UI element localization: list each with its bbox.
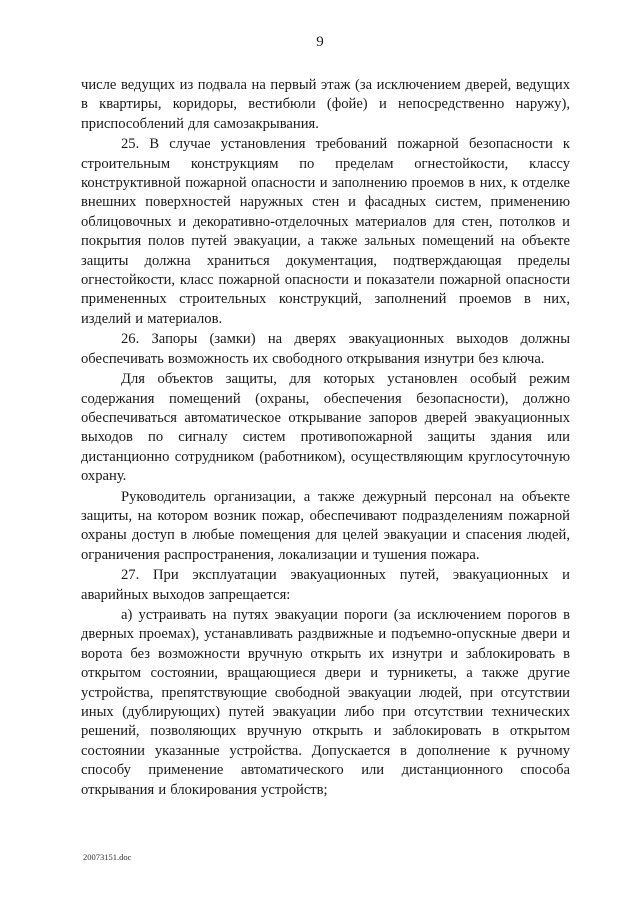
document-body <box>81 76 570 801</box>
paragraph-manager-duty: Руководитель организации, а также дежурный персонал на объекте защиты, на котором возник пожар, обеспечивают подразделениям пожарной охраны доступ в любые помещения для целей эвакуации и спасения людей, ограничения распространения, локализации и тушения пожара. <box>81 488 570 563</box>
footer-filename: 20073151.doc <box>83 852 132 862</box>
paragraph-item-25: 25. В случае установления требований пожарной безопасности к строительным конструкциям по пределам огнестойкости, классу конструктивной пожарной опасности и заполнению проемов в них, к отделке внешних поверхностей наружных стен и фасадных систем, применению облицовочных и декоративно-отделочных материалов для стен, потолков и покрытия полов путей эвакуации, а также зальных помещений на объекте защиты должна храниться документация, подтверждающая пределы огнестойкости, класс пожарной опасности и показатели пожарной опасности примененных строительных конструкций, заполнений проемов в них, изделий и материалов. <box>81 136 570 327</box>
paragraph-item-27a: а) устраивать на путях эвакуации пороги (за исключением порогов в дверных проемах), устанавливать раздвижные и подъемно-опускные двери и ворота без возможности вручную открыть их изнутри и заблокировать в открытом состоянии, вращающиеся двери и турникеты, а также другие устройства, препятствующие свободной эвакуации людей, при отсутствии иных (дублирующих) путей эвакуации либо при отсутствии технических решений, позволяющих вручную открыть и заблокировать в открытом состоянии указанные устройства. Допускается в дополнение к ручному способу применение автоматического или дистанционного способа открывания и блокирования устройств; <box>81 606 570 798</box>
paragraph-item-26: 26. Запоры (замки) на дверях эвакуационных выходов должны обеспечивать возможность их свободного открывания изнутри без ключа. <box>81 331 570 367</box>
paragraph-special-regime: Для объектов защиты, для которых установлен особый режим содержания помещений (охраны, обеспечения безопасности), должно обеспечиваться автоматическое открывание запоров дверей эвакуационных выходов по сигналу систем противопожарной защиты здания или дистанционно сотрудником (работником), осуществляющим круглосуточную охрану. <box>81 371 570 485</box>
paragraph-item-27: 27. При эксплуатации эвакуационных путей, эвакуационных и аварийных выходов запрещается: <box>81 567 570 603</box>
page-number: 9 <box>316 34 324 50</box>
paragraph-continuation: числе ведущих из подвала на первый этаж (за исключением дверей, ведущих в квартиры, коридоры, вестибюли (фойе) и непосредственно наружу), приспособлений для самозакрывания. <box>81 77 570 132</box>
